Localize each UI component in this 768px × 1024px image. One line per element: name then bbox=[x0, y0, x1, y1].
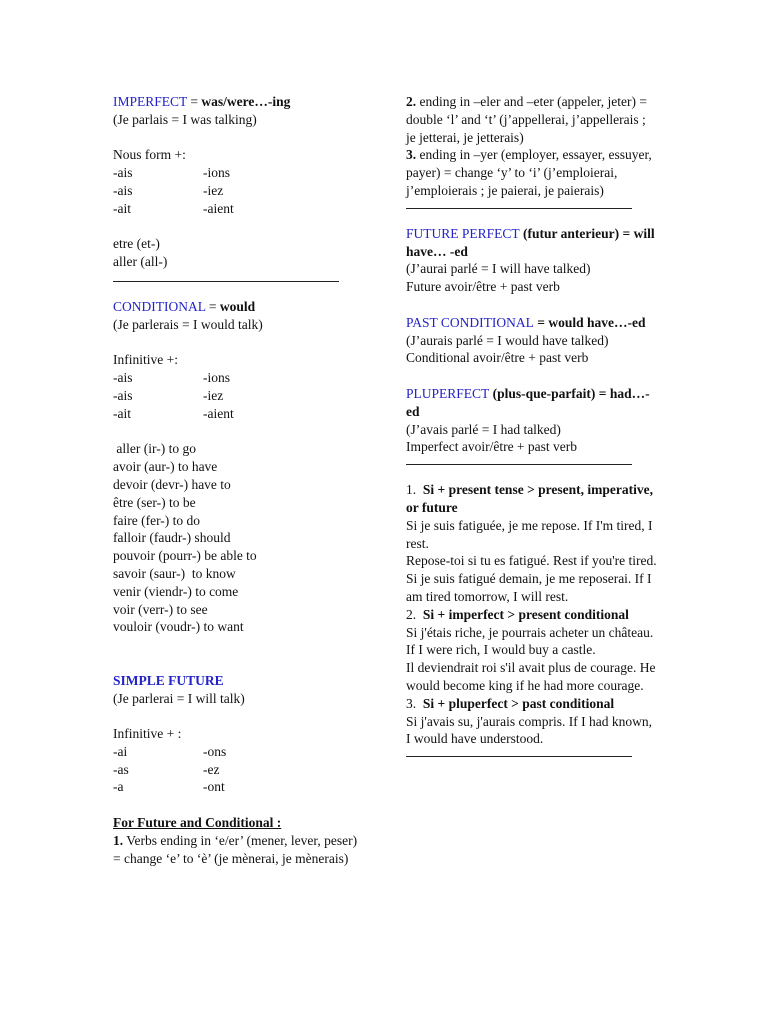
stem-change-rule-3: 3. ending in –yer (employer, essayer, essuyer, payer) = change ‘y’ to ‘i’ (j’emploierai, j’emploierais ; je paierai, je paierais) bbox=[406, 147, 652, 198]
divider bbox=[406, 464, 632, 465]
irregular-verb: être (ser-) to be bbox=[113, 494, 196, 510]
divider bbox=[406, 756, 632, 757]
left-column bbox=[113, 93, 368, 867]
imperfect-example: (Je parlais = I was talking) bbox=[113, 111, 257, 127]
future-perfect-heading: FUTURE PERFECT (futur anterieur) = will have… -ed bbox=[406, 225, 655, 259]
future-conditional-heading: For Future and Conditional : bbox=[113, 815, 282, 831]
ending-row: -as -ez bbox=[113, 761, 220, 777]
simple-future-stem: Infinitive + : bbox=[113, 726, 182, 742]
irregular-verb: voir (verr-) to see bbox=[113, 601, 208, 617]
ending-row: -ais -ions bbox=[113, 165, 230, 181]
imperfect-stem: Nous form +: bbox=[113, 147, 186, 163]
irregular-stem: aller (all-) bbox=[113, 254, 168, 270]
irregular-verb: savoir (saur-) to know bbox=[113, 565, 236, 581]
conditional-stem: Infinitive +: bbox=[113, 352, 178, 368]
si-example: Si je suis fatiguée, je me repose. If I'm tired, I rest. bbox=[406, 517, 653, 551]
si-clause-rule-1 bbox=[406, 481, 658, 606]
ending-row: -ait -aient bbox=[113, 405, 234, 421]
ending-row: -ait -aient bbox=[113, 200, 234, 216]
ending-row: -ais -iez bbox=[113, 387, 224, 403]
ending-row: -ais -ions bbox=[113, 370, 230, 386]
irregular-verb: aller (ir-) to go bbox=[113, 441, 196, 457]
pluperfect-formula: Imperfect avoir/être + past verb bbox=[406, 439, 578, 455]
ending-row: -ai -ons bbox=[113, 743, 227, 759]
si-example: Si j'étais riche, je pourrais acheter un château. If I were rich, I would buy a castle. bbox=[406, 624, 654, 658]
si-clause-rule: 1. Si + present tense > present, imperative, or future bbox=[406, 482, 653, 515]
ending-row: -ais -iez bbox=[113, 182, 224, 198]
pluperfect-heading: PLUPERFECT (plus-que-parfait) = had…-ed bbox=[406, 385, 650, 419]
simple-future-example: (Je parlerai = I will talk) bbox=[113, 690, 245, 706]
si-example: Repose-toi si tu es fatigué. Rest if you're tired. bbox=[406, 553, 657, 569]
pluperfect-example: (J’avais parlé = I had talked) bbox=[406, 421, 561, 437]
ending-row: -a -ont bbox=[113, 779, 225, 795]
past-conditional-heading: PAST CONDITIONAL = would have…-ed bbox=[406, 314, 646, 330]
irregular-verb: devoir (devr-) have to bbox=[113, 476, 231, 492]
si-clause-rule-2 bbox=[406, 606, 658, 695]
irregular-verb: falloir (faudr-) should bbox=[113, 530, 231, 546]
irregular-stem: etre (et-) bbox=[113, 236, 160, 252]
conditional-heading: CONDITIONAL = would bbox=[113, 298, 256, 314]
future-perfect-formula: Future avoir/être + past verb bbox=[406, 279, 560, 295]
si-clause-rule: 2. Si + imperfect > present conditional bbox=[406, 606, 629, 622]
si-example: Il deviendrait roi s'il avait plus de courage. He would become king if he had more courage. bbox=[406, 660, 656, 693]
past-conditional-example: (J’aurais parlé = I would have talked) bbox=[406, 332, 609, 348]
si-clause-rule-3 bbox=[406, 695, 658, 748]
stem-change-rule-1: 1. Verbs ending in ‘e/er’ (mener, lever, peser) = change ‘e’ to ‘è’ (je mènerai, je mènerais) bbox=[113, 832, 358, 866]
conditional-irregular-list bbox=[113, 440, 368, 636]
past-conditional-formula: Conditional avoir/être + past verb bbox=[406, 350, 589, 366]
right-column bbox=[406, 93, 658, 773]
si-example: Si j'avais su, j'aurais compris. If I had known, I would have understood. bbox=[406, 713, 652, 747]
imperfect-heading: IMPERFECT = was/were…-ing bbox=[113, 94, 291, 109]
future-perfect-example: (J’aurai parlé = I will have talked) bbox=[406, 261, 591, 277]
si-clause-rule: 3. Si + pluperfect > past conditional bbox=[406, 695, 615, 711]
conditional-example: (Je parlerais = I would talk) bbox=[113, 316, 263, 332]
stem-change-rule-2: 2. ending in –eler and –eter (appeler, jeter) = double ‘l’ and ‘t’ (j’appellerai, j’appellerais ; je jetterai, je jetterais) bbox=[406, 94, 647, 145]
irregular-verb: avoir (aur-) to have bbox=[113, 459, 218, 475]
simple-future-heading: SIMPLE FUTURE bbox=[113, 672, 224, 688]
irregular-verb: vouloir (voudr-) to want bbox=[113, 619, 244, 635]
divider bbox=[406, 208, 632, 209]
divider bbox=[113, 281, 339, 282]
irregular-verb: faire (fer-) to do bbox=[113, 512, 201, 528]
si-example: Si je suis fatigué demain, je me reposerai. If I am tired tomorrow, I will rest. bbox=[406, 571, 652, 604]
irregular-verb: pouvoir (pourr-) be able to bbox=[113, 548, 257, 564]
irregular-verb: venir (viendr-) to come bbox=[113, 583, 239, 599]
